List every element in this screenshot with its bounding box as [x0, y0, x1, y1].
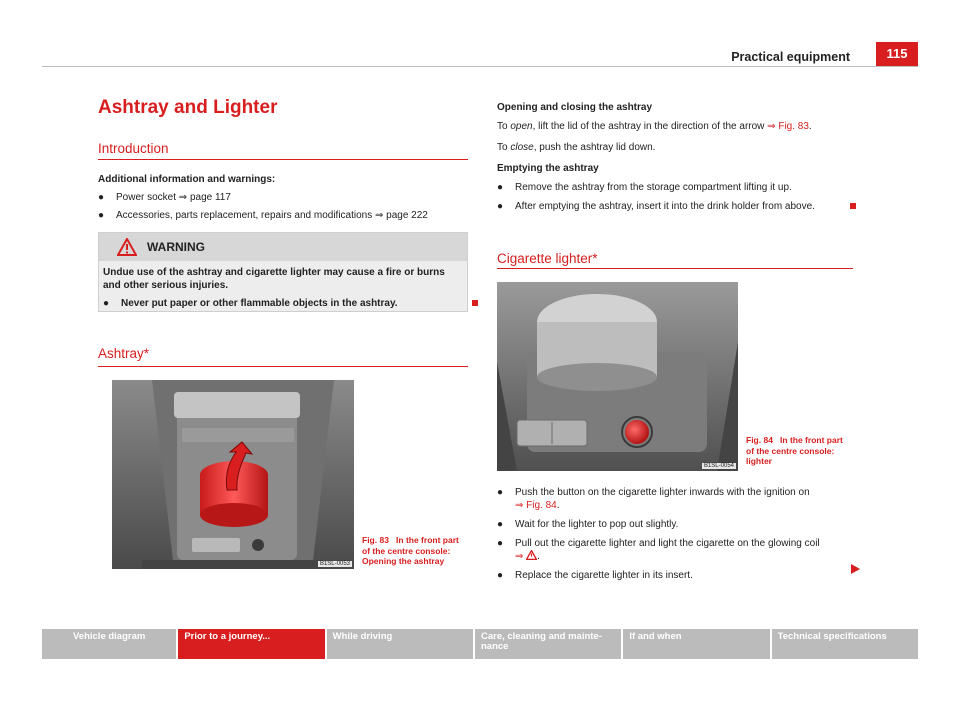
figure-lighter-image [497, 282, 738, 471]
emphasis: close [510, 142, 534, 153]
header-rule [42, 66, 918, 67]
continue-arrow-icon [851, 564, 860, 574]
heading-rule [497, 268, 853, 269]
warning-bullet: Never put paper or other flammable objects in the ashtray. [121, 298, 398, 309]
chapter-nav [42, 629, 918, 659]
warning-label: WARNING [147, 240, 205, 254]
bullet-icon: ● [98, 210, 105, 221]
section-title: Ashtray and Lighter [98, 97, 278, 118]
warning-link[interactable] [515, 551, 537, 562]
warning-triangle-icon [117, 238, 137, 256]
running-header-title: Practical equipment [731, 50, 850, 64]
text: Pull out the cigarette lighter and light the cigarette on the glowing coil [515, 538, 820, 549]
emphasis: open [510, 121, 533, 132]
warning-body [103, 266, 461, 310]
warning-text: Undue use of the ashtray and cigarette lighter may cause a fire or burns and other serious injuries. [103, 267, 445, 291]
text: To [497, 121, 511, 132]
close-paragraph [497, 141, 857, 154]
tab-while-driving[interactable]: While driving [327, 629, 473, 659]
heading-rule [98, 366, 468, 367]
bullet-icon: ● [497, 201, 504, 212]
lighter-step-wait: Wait for the lighter to pop out slightly. [515, 519, 679, 530]
list-item [497, 537, 847, 563]
emptying-bullet: Remove the ashtray from the storage compartment lifting it up. [515, 182, 792, 193]
list-item [497, 200, 857, 213]
tab-vehicle-diagram[interactable]: Vehicle diagram [42, 629, 176, 659]
figure-caption [362, 535, 467, 567]
text: , lift the lid of the ashtray in the direction of the arrow [532, 121, 768, 132]
caption-text: In the front part of the centre console: lighter [746, 435, 843, 466]
intro-bullet-power-socket[interactable]: Power socket ⇒ page 117 [116, 192, 231, 203]
bullet-icon: ● [497, 487, 504, 498]
intro-block [98, 173, 468, 222]
lighter-illustration [497, 282, 738, 471]
warning-header [99, 233, 467, 261]
bullet-icon: ● [98, 192, 105, 203]
list-item [497, 181, 857, 194]
fig83-link[interactable]: ⇒ Fig. 83 [767, 121, 809, 132]
open-close-heading: Opening and closing the ashtray [497, 102, 653, 113]
intro-bullet-accessories[interactable]: Accessories, parts replacement, repairs and modifications ⇒ page 222 [116, 210, 428, 221]
heading-rule [98, 159, 468, 160]
warning-box [98, 232, 468, 312]
caption-number: Fig. 83 [362, 535, 389, 545]
text: Push the button on the cigarette lighter inwards with the ignition on [515, 487, 810, 498]
list-item [98, 191, 468, 204]
open-paragraph: To open, lift the lid of the ashtray in the direction of the arrow ⇒ Fig. 83. [497, 121, 812, 132]
figure-code: B1SL-0054 [703, 463, 734, 469]
section-end-marker [472, 300, 478, 306]
figure-caption [746, 435, 851, 467]
list-item [98, 209, 468, 222]
list-item [497, 518, 847, 531]
arrow-text: ⇒ [515, 551, 524, 562]
introduction-heading: Introduction [98, 141, 169, 156]
text: , push the ashtray lid down. [533, 142, 656, 153]
tab-technical-specifications[interactable]: Technical specifications [772, 629, 918, 659]
bullet-icon: ● [497, 570, 504, 581]
cigarette-lighter-heading: Cigarette lighter* [497, 251, 598, 266]
bullet-icon: ● [497, 519, 504, 530]
lighter-step-replace: Replace the cigarette lighter in its insert. [515, 570, 693, 581]
open-close-block [497, 101, 857, 213]
caption-text: In the front part of the centre console: Opening the ashtray [362, 535, 459, 566]
tab-if-and-when[interactable]: If and when [623, 629, 769, 659]
figure-ashtray-image [112, 380, 354, 569]
fig84-link[interactable]: ⇒ Fig. 84 [515, 500, 557, 511]
list-item [103, 297, 461, 310]
bullet-icon: ● [103, 298, 110, 309]
bullet-icon: ● [497, 538, 504, 549]
warning-triangle-icon [526, 550, 537, 560]
lighter-instructions [497, 486, 847, 582]
page-number: 115 [876, 42, 918, 66]
figure-code: B1SL-0053 [319, 561, 350, 567]
lighter-step-pull: Pull out the cigarette lighter and light the cigarette on the glowing coil ⇒ . [515, 538, 820, 562]
list-item [497, 569, 847, 582]
list-item [497, 486, 847, 512]
lighter-step-push: Push the button on the cigarette lighter inwards with the ignition on ⇒ Fig. 84. [515, 487, 810, 511]
tab-care-cleaning[interactable]: Care, cleaning and mainte-nance [475, 629, 621, 659]
section-end-marker [850, 203, 856, 209]
bullet-icon: ● [497, 182, 504, 193]
ashtray-heading: Ashtray* [98, 346, 150, 361]
text: To [497, 142, 511, 153]
tab-prior-to-journey[interactable]: Prior to a journey... [178, 629, 324, 659]
emptying-heading: Emptying the ashtray [497, 163, 599, 174]
intro-lead: Additional information and warnings: [98, 174, 276, 185]
emptying-bullet: After emptying the ashtray, insert it into the drink holder from above. [515, 201, 815, 212]
caption-number: Fig. 84 [746, 435, 773, 445]
ashtray-illustration [112, 380, 354, 569]
